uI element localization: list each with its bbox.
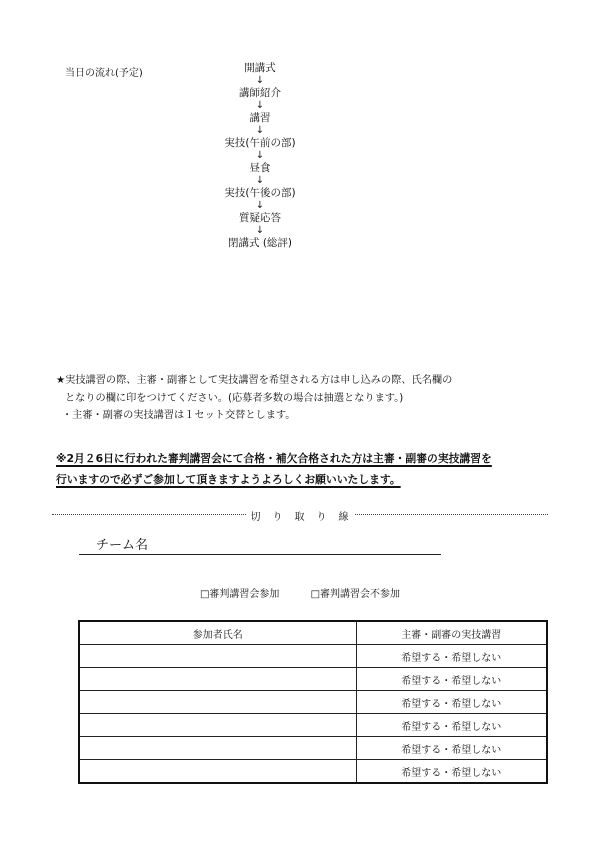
practice-preference-cell[interactable]: 希望する・希望しない	[356, 691, 547, 714]
absent-checkbox[interactable]: □審判講習会不参加	[310, 589, 401, 600]
team-name-field[interactable]	[79, 554, 441, 555]
flow-step: 質疑応答	[239, 212, 281, 224]
table-row	[79, 737, 547, 760]
practice-preference-cell[interactable]: 希望する・希望しない	[356, 737, 547, 760]
flow-step: 開講式	[244, 62, 276, 74]
table-row	[79, 760, 547, 784]
practice-preference-cell[interactable]: 希望する・希望しない	[356, 760, 547, 784]
table-row	[79, 691, 547, 714]
table-row	[79, 668, 547, 691]
table-header-row	[79, 621, 547, 645]
table-row	[79, 714, 547, 737]
schedule-flow	[160, 62, 360, 250]
team-name-label: チーム名	[96, 538, 149, 553]
down-arrow-icon: ↓	[255, 200, 265, 211]
column-header-practice: 主審・副審の実技講習	[356, 621, 547, 645]
attend-checkbox[interactable]: □審判講習会参加	[199, 589, 280, 600]
participant-name-cell[interactable]	[79, 714, 356, 737]
note-line: ・主審・副審の実技講習は１セット交替とします。	[62, 410, 296, 421]
cut-line-label: 切 り 取 り 線	[247, 512, 354, 523]
attendance-options	[0, 585, 600, 600]
flow-step: 閉講式 (総評)	[227, 237, 293, 249]
participant-name-cell[interactable]	[79, 760, 356, 784]
column-header-name: 参加者氏名	[79, 621, 356, 645]
participant-name-cell[interactable]	[79, 691, 356, 714]
participant-name-cell[interactable]	[79, 737, 356, 760]
table-row	[79, 645, 547, 668]
notice-line: ※2月２6日に行われた審判講習会にて合格・補欠合格された方は主審・副審の実技講習を	[56, 452, 492, 465]
cut-line	[52, 508, 548, 523]
down-arrow-icon: ↓	[255, 175, 265, 186]
down-arrow-icon: ↓	[255, 75, 265, 86]
participant-name-cell[interactable]	[79, 668, 356, 691]
important-notice	[56, 448, 492, 490]
notice-line: 行いますので必ずご参加して頂きますようよろしくお願いいたします。	[56, 473, 401, 486]
flow-step: 講習	[249, 112, 271, 124]
flow-step: 昼食	[249, 162, 271, 174]
practice-preference-cell[interactable]: 希望する・希望しない	[356, 668, 547, 691]
note-line: となりの欄に印をつけてください。(応募者多数の場合は抽選となります。)	[65, 392, 404, 404]
practice-preference-cell[interactable]: 希望する・希望しない	[356, 714, 547, 737]
note-line: ★実技講習の際、主審・副審として実技講習を希望される方は申し込みの際、氏名欄の	[56, 375, 453, 386]
down-arrow-icon: ↓	[255, 100, 265, 111]
down-arrow-icon: ↓	[255, 150, 265, 161]
down-arrow-icon: ↓	[255, 225, 265, 236]
flow-step: 実技(午後の部)	[224, 187, 296, 199]
practice-preference-cell[interactable]: 希望する・希望しない	[356, 645, 547, 668]
down-arrow-icon: ↓	[255, 125, 265, 136]
flow-step: 実技(午前の部)	[224, 137, 296, 149]
flow-label: 当日の流れ(予定)	[65, 68, 143, 79]
participant-table	[78, 620, 548, 784]
flow-step: 講師紹介	[239, 87, 281, 99]
application-note	[56, 372, 452, 425]
participant-name-cell[interactable]	[79, 645, 356, 668]
